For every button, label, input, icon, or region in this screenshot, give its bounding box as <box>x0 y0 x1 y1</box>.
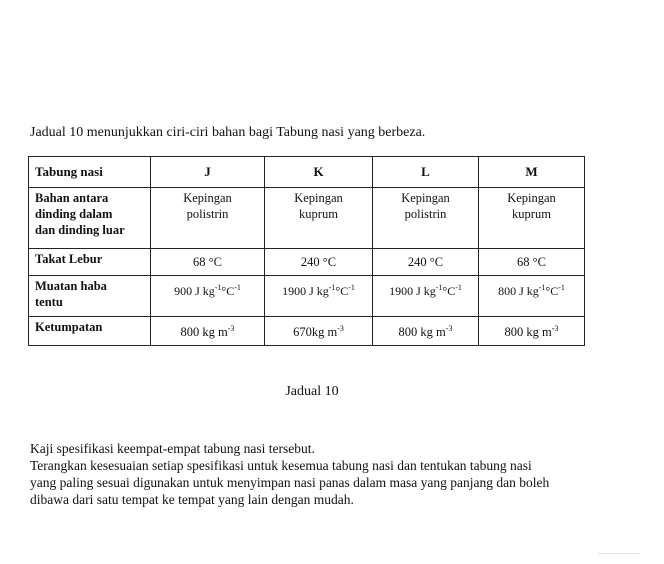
value-text: 800 kg m <box>180 325 228 340</box>
unit-text: °C <box>545 284 559 298</box>
value-text: 900 J kg <box>174 284 215 298</box>
table-header-row <box>29 157 585 188</box>
paragraph-line: Terangkan kesesuaian setiap spesifikasi untuk kesemua tabung nasi dan tentukan tabung nasi <box>30 458 532 473</box>
table-row-ketumpatan <box>29 317 585 346</box>
cell-ketum-k <box>265 317 373 346</box>
cell-takat-k: 240 °C <box>265 249 373 276</box>
exponent: -3 <box>337 324 344 334</box>
unit-text: °C <box>221 284 235 298</box>
row-label-ketumpatan: Ketumpatan <box>29 317 151 346</box>
question-paragraph <box>30 440 630 508</box>
cell-line: polistrin <box>404 207 447 221</box>
header-m: M <box>479 157 585 188</box>
cell-muatan-j <box>151 276 265 317</box>
table-row-bahan <box>29 188 585 249</box>
divider <box>598 553 640 554</box>
table-row-muatan-haba <box>29 276 585 317</box>
exponent: -1 <box>328 283 336 292</box>
cell-line: Kepingan <box>294 191 343 205</box>
exponent: -1 <box>234 283 241 292</box>
cell-bahan-l <box>373 188 479 249</box>
cell-muatan-m <box>479 276 585 317</box>
row-label-line: dan dinding luar <box>35 223 125 237</box>
table-caption: Jadual 10 <box>285 384 339 399</box>
exponent: -1 <box>455 283 462 292</box>
cell-bahan-j <box>151 188 265 249</box>
cell-line: Kepingan <box>507 191 556 205</box>
cell-muatan-l <box>373 276 479 317</box>
cell-ketum-m <box>479 317 585 346</box>
specification-table <box>28 156 585 346</box>
header-k: K <box>265 157 373 188</box>
paragraph-line: yang paling sesuai digunakan untuk menyimpan nasi panas dalam masa yang panjang dan boleh <box>30 475 550 490</box>
cell-line: Kepingan <box>183 191 232 205</box>
cell-line: kuprum <box>512 207 551 221</box>
row-label-line: Muatan haba <box>35 279 107 293</box>
exponent: -1 <box>558 283 565 292</box>
cell-takat-j: 68 °C <box>151 249 265 276</box>
cell-takat-m: 68 °C <box>479 249 585 276</box>
table-row-takat-lebur <box>29 249 585 276</box>
row-label-line: Bahan antara <box>35 191 109 205</box>
cell-ketum-j <box>151 317 265 346</box>
exponent: -1 <box>214 283 222 292</box>
exponent: -3 <box>445 324 453 334</box>
cell-line: polistrin <box>186 207 229 221</box>
header-tabung-nasi: Tabung nasi <box>29 157 151 188</box>
exponent: -3 <box>227 324 235 334</box>
row-label-bahan <box>29 188 151 249</box>
paragraph-line: Kaji spesifikasi keempat-empat tabung nasi tersebut. <box>30 441 315 456</box>
value-text: 800 kg m <box>504 325 552 340</box>
exponent: -3 <box>551 324 559 334</box>
exponent: -1 <box>538 283 546 292</box>
cell-ketum-l <box>373 317 479 346</box>
value-text: 1900 J kg <box>389 284 436 298</box>
cell-muatan-k <box>265 276 373 317</box>
value-text: 800 kg m <box>398 325 446 340</box>
header-j: J <box>151 157 265 188</box>
cell-takat-l: 240 °C <box>373 249 479 276</box>
unit-text: °C <box>335 284 349 298</box>
unit-text: °C <box>442 284 456 298</box>
paragraph-line: dibawa dari satu tempat ke tempat yang lain dengan mudah. <box>30 492 354 507</box>
header-l: L <box>373 157 479 188</box>
row-label-line: tentu <box>35 295 63 309</box>
value-text: 670kg m <box>293 325 338 340</box>
cell-line: kuprum <box>299 207 338 221</box>
value-text: 800 J kg <box>498 284 539 298</box>
exponent: -1 <box>348 283 355 292</box>
cell-line: Kepingan <box>401 191 450 205</box>
cell-bahan-k <box>265 188 373 249</box>
row-label-muatan-haba <box>29 276 151 317</box>
exponent: -1 <box>435 283 443 292</box>
intro-text: Jadual 10 menunjukkan ciri-ciri bahan bagi Tabung nasi yang berbeza. <box>30 125 426 140</box>
cell-bahan-m <box>479 188 585 249</box>
value-text: 1900 J kg <box>282 284 329 298</box>
row-label-line: dinding dalam <box>35 207 113 221</box>
row-label-takat-lebur: Takat Lebur <box>29 249 151 276</box>
